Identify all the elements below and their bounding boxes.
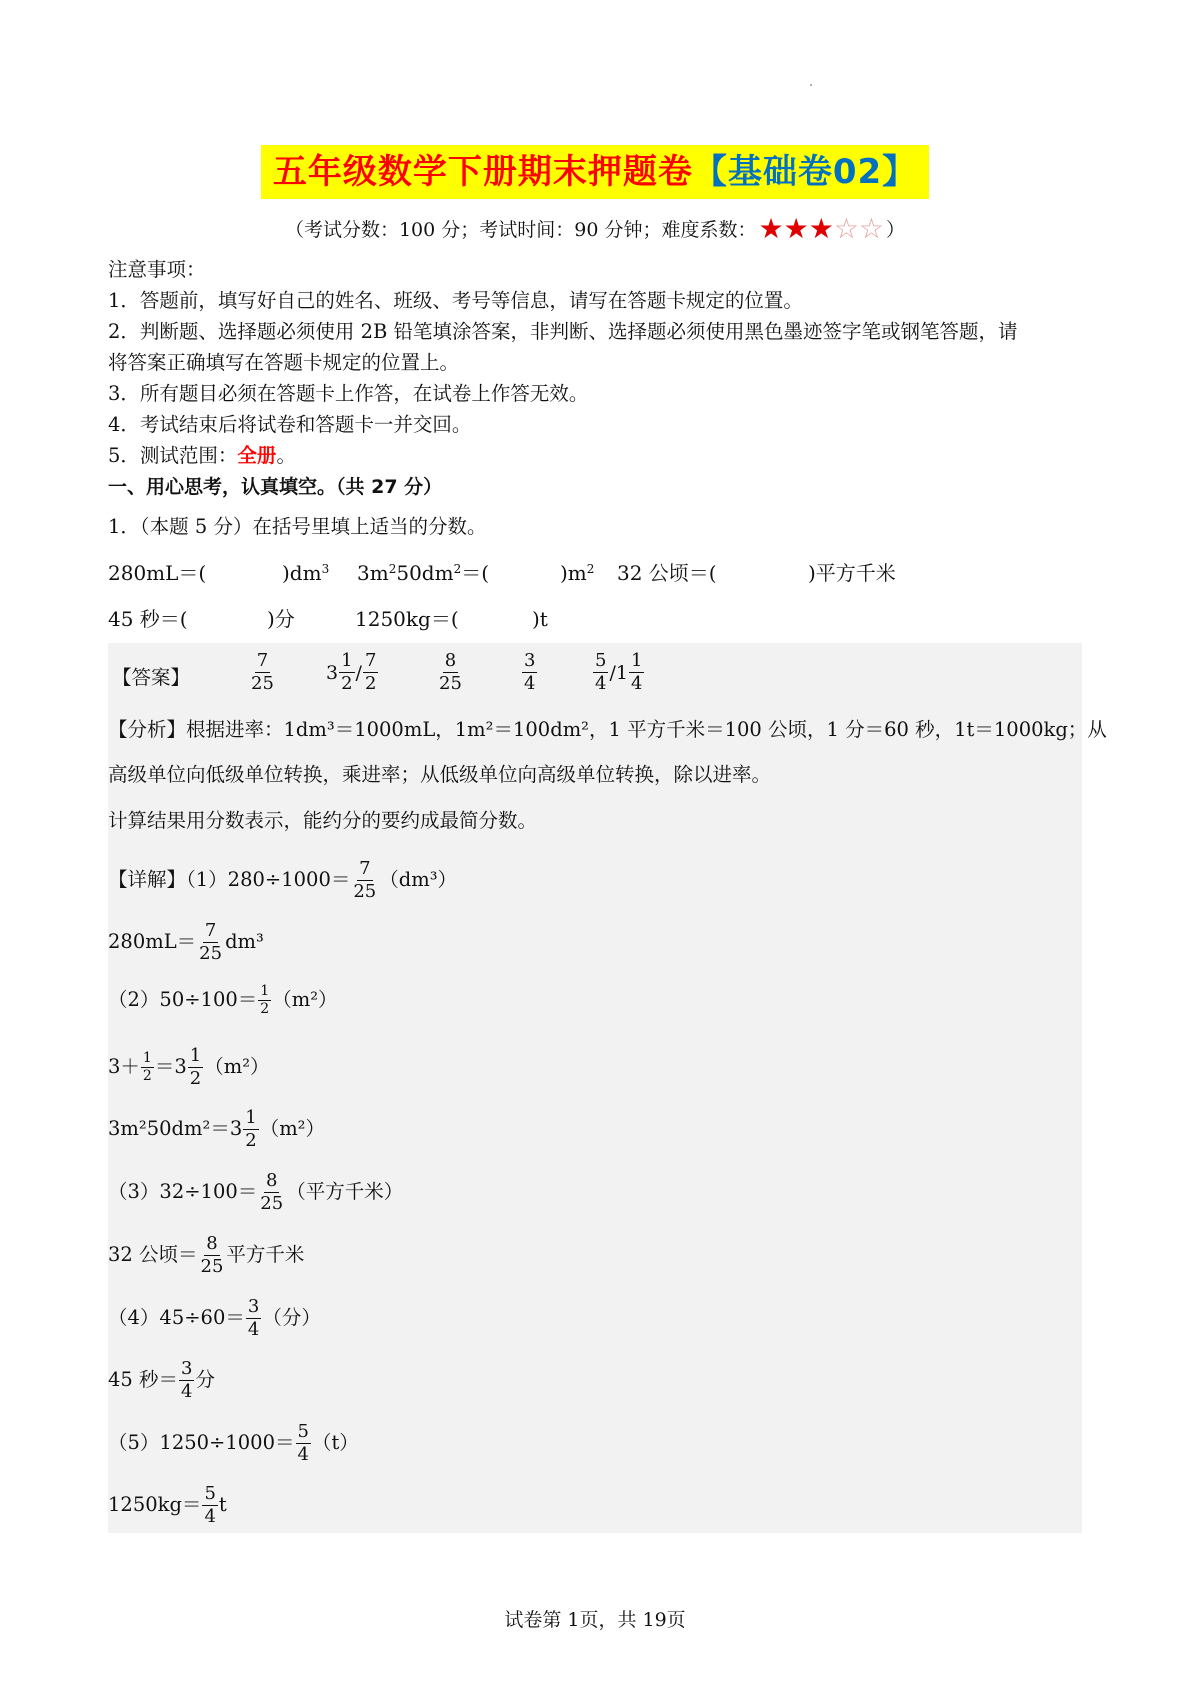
note-1: 1．答题前，填写好自己的姓名、班级、考号等信息，请写在答题卡规定的位置。 bbox=[108, 289, 803, 312]
mixed-number bbox=[326, 650, 379, 695]
fraction bbox=[593, 650, 608, 695]
denominator: 2 bbox=[245, 1130, 257, 1151]
difficulty-stars bbox=[758, 211, 885, 247]
denominator: 4 bbox=[181, 1381, 193, 1402]
exam-info-close: ） bbox=[886, 219, 906, 241]
denominator: 25 bbox=[439, 673, 462, 694]
answer-2 bbox=[326, 650, 379, 695]
step-prefix: 3＋ bbox=[108, 1055, 140, 1078]
separator: /1 bbox=[609, 661, 628, 684]
numerator: 1 bbox=[142, 1050, 152, 1066]
numerator: 5 bbox=[595, 650, 607, 671]
fraction bbox=[339, 650, 354, 695]
blank-1 bbox=[108, 558, 206, 588]
step-unit: （分） bbox=[262, 1306, 321, 1329]
fraction bbox=[243, 1107, 258, 1152]
fraction bbox=[351, 858, 378, 903]
numerator: 7 bbox=[364, 650, 377, 671]
denominator: 4 bbox=[204, 1506, 216, 1527]
analysis-line-3: 计算结果用分数表示，能约分的要约成最简分数。 bbox=[108, 809, 538, 832]
detail-step-4b bbox=[108, 1358, 215, 1403]
denominator: 2 bbox=[260, 1001, 270, 1017]
dot-mark bbox=[810, 84, 812, 86]
numerator: 5 bbox=[297, 1421, 309, 1442]
title-bracket: 【基础卷02】 bbox=[692, 152, 918, 192]
blank-2 bbox=[357, 558, 489, 588]
step-unit: （m²） bbox=[259, 1117, 325, 1140]
denominator: 25 bbox=[200, 1256, 224, 1277]
exam-info bbox=[0, 211, 1190, 247]
denominator: 2 bbox=[364, 673, 377, 694]
blank-2-c: ＝( bbox=[461, 561, 490, 585]
star-empty-icon: ☆ bbox=[858, 211, 885, 245]
numerator: 5 bbox=[204, 1483, 216, 1504]
fraction bbox=[202, 1483, 217, 1528]
exam-info-text: （考试分数：100 分；考试时间：90 分钟；难度系数： bbox=[284, 219, 757, 241]
numerator: 8 bbox=[444, 650, 457, 671]
numerator: 1 bbox=[630, 650, 643, 671]
page-title bbox=[261, 145, 929, 199]
step-unit: dm³ bbox=[225, 930, 264, 953]
detail-step-2b bbox=[108, 1045, 270, 1090]
blank-2-right: )m bbox=[560, 561, 587, 585]
answer-1 bbox=[248, 650, 277, 695]
detail-step-5 bbox=[108, 1421, 359, 1466]
numerator: 7 bbox=[256, 650, 269, 671]
note-2a: 2．判断题、选择题必须使用 2B 铅笔填涂答案，非判断、选择题必须使用黑色墨迹签字笔或钢笔答题，请 bbox=[108, 320, 1018, 343]
detail-step-2 bbox=[108, 983, 338, 1018]
fraction bbox=[363, 650, 378, 695]
denominator: 2 bbox=[341, 673, 353, 694]
step-prefix: 1250kg＝ bbox=[108, 1493, 202, 1516]
blank-4-unit: )分 bbox=[267, 607, 295, 631]
step-prefix: （4）45÷60＝ bbox=[108, 1306, 245, 1329]
step-unit: （平方千米） bbox=[286, 1180, 404, 1203]
numerator: 1 bbox=[260, 983, 270, 999]
fraction bbox=[246, 1296, 261, 1341]
analysis-line-2: 高级单位向低级单位转换，乘进率；从低级单位向高级单位转换，除以进率。 bbox=[108, 763, 772, 786]
step-unit: （t） bbox=[311, 1431, 359, 1454]
star-full-icon: ★ bbox=[783, 211, 809, 245]
denominator: 4 bbox=[247, 1319, 260, 1340]
blank-3: 32 公顷＝( bbox=[617, 561, 717, 585]
blank-2-sup1: 2 bbox=[388, 562, 397, 576]
note-5 bbox=[108, 441, 296, 471]
fraction bbox=[522, 650, 537, 695]
numerator: 3 bbox=[181, 1358, 193, 1379]
title-wrap bbox=[0, 145, 1190, 199]
blank-2-sup3: 2 bbox=[586, 562, 595, 576]
answer-row bbox=[108, 650, 808, 706]
fraction bbox=[179, 1358, 194, 1403]
numerator: 1 bbox=[189, 1045, 202, 1066]
blank-3-unit: )平方千米 bbox=[808, 561, 896, 585]
note-3: 3．所有题目必须在答题卡上作答，在试卷上作答无效。 bbox=[108, 382, 589, 405]
blank-1-sup: 3 bbox=[321, 562, 330, 576]
answer-3 bbox=[436, 650, 465, 695]
mixed-number bbox=[592, 650, 645, 695]
step-prefix: （1）280÷1000＝ bbox=[186, 868, 351, 891]
denominator: 2 bbox=[189, 1068, 202, 1089]
numerator: 8 bbox=[266, 1170, 278, 1191]
blank-1-unit bbox=[282, 558, 329, 588]
numerator: 3 bbox=[524, 650, 536, 671]
numerator: 1 bbox=[245, 1107, 257, 1128]
numerator: 1 bbox=[341, 650, 353, 671]
denominator: 25 bbox=[353, 881, 377, 902]
fraction bbox=[141, 1050, 154, 1085]
answer-label: 【答案】 bbox=[112, 666, 191, 689]
detail-step-2c bbox=[108, 1107, 325, 1152]
fraction bbox=[249, 650, 276, 695]
note-5-suffix: 。 bbox=[276, 444, 296, 467]
blank-1-left: 280mL＝( bbox=[108, 561, 207, 585]
section-heading: 一、用心思考，认真填空。（共 27 分） bbox=[108, 476, 443, 498]
step-prefix: 45 秒＝ bbox=[108, 1368, 179, 1391]
blank-5-unit: )t bbox=[532, 607, 548, 631]
blank-2-sup2: 2 bbox=[453, 562, 462, 576]
denominator: 25 bbox=[199, 943, 223, 964]
fraction bbox=[258, 1170, 285, 1215]
numerator: 3 bbox=[247, 1296, 260, 1317]
detail-step-5b bbox=[108, 1483, 227, 1528]
step-prefix: （3）32÷100＝ bbox=[108, 1180, 258, 1203]
step-prefix: 3m²50dm²＝3 bbox=[108, 1117, 243, 1140]
step-prefix: （5）1250÷1000＝ bbox=[108, 1431, 295, 1454]
answer-5 bbox=[592, 650, 645, 695]
denominator: 2 bbox=[142, 1068, 152, 1084]
step-unit: （dm³） bbox=[379, 868, 458, 891]
detail-step-1b bbox=[108, 920, 264, 965]
star-full-icon: ★ bbox=[808, 211, 834, 245]
denominator: 4 bbox=[524, 673, 536, 694]
answer-4 bbox=[521, 650, 538, 695]
note-5-prefix: 5．测试范围： bbox=[108, 444, 238, 467]
fraction bbox=[437, 650, 464, 695]
detail-label: 【详解】 bbox=[108, 868, 187, 891]
analysis-line-1 bbox=[108, 715, 1107, 745]
blank-4: 45 秒＝( bbox=[108, 607, 188, 631]
step-prefix: 32 公顷＝ bbox=[108, 1243, 198, 1266]
denominator: 4 bbox=[595, 673, 607, 694]
blank-1-right: )dm bbox=[282, 561, 322, 585]
blank-2-a: 3m bbox=[357, 561, 389, 585]
step-mid: ＝3 bbox=[154, 1055, 187, 1078]
detail-step-3b bbox=[108, 1233, 304, 1278]
page-footer: 试卷第 1页，共 19页 bbox=[504, 1609, 686, 1631]
step-unit: 平方千米 bbox=[226, 1243, 305, 1266]
step-unit: （m²） bbox=[272, 988, 338, 1011]
step-prefix: （2）50÷100＝ bbox=[108, 988, 258, 1011]
step-prefix: 280mL＝ bbox=[108, 930, 197, 953]
fraction bbox=[258, 983, 271, 1018]
star-empty-icon: ☆ bbox=[833, 211, 859, 245]
note-4: 4．考试结束后将试卷和答题卡一并交回。 bbox=[108, 413, 472, 436]
fraction bbox=[197, 920, 224, 965]
fraction bbox=[199, 1233, 226, 1278]
blank-5: 1250kg＝( bbox=[355, 607, 459, 631]
detail-step-3 bbox=[108, 1170, 403, 1215]
fraction bbox=[296, 1421, 311, 1466]
separator: / bbox=[355, 661, 362, 684]
note-2b: 将答案正确填写在答题卡规定的位置上。 bbox=[108, 351, 460, 374]
step-unit: t bbox=[218, 1493, 227, 1516]
denominator: 25 bbox=[251, 673, 274, 694]
fraction bbox=[629, 650, 644, 695]
star-full-icon: ★ bbox=[758, 211, 784, 245]
numerator: 8 bbox=[206, 1233, 218, 1254]
blank-2-unit bbox=[560, 558, 594, 588]
question-stem: 1．（本题 5 分）在括号里填上适当的分数。 bbox=[108, 515, 487, 538]
denominator: 4 bbox=[297, 1444, 309, 1465]
detail-step-1 bbox=[108, 858, 457, 903]
denominator: 25 bbox=[260, 1193, 284, 1214]
denominator: 4 bbox=[630, 673, 643, 694]
blank-2-b: 50dm bbox=[396, 561, 454, 585]
step-unit: （m²） bbox=[204, 1055, 270, 1078]
numerator: 7 bbox=[204, 920, 217, 941]
detail-step-4 bbox=[108, 1296, 321, 1341]
fraction bbox=[188, 1045, 203, 1090]
title-main: 五年级数学下册期末押题卷 bbox=[272, 152, 693, 192]
numerator: 7 bbox=[359, 858, 371, 879]
notes-heading: 注意事项： bbox=[108, 258, 206, 281]
test-scope: 全册 bbox=[237, 444, 277, 467]
whole: 3 bbox=[326, 661, 339, 684]
step-unit: 分 bbox=[195, 1368, 215, 1391]
analysis-label: 【分析】 bbox=[108, 718, 187, 741]
analysis-text-1: 根据进率：1dm³＝1000mL，1m²＝100dm²，1 平方千米＝100 公顷，1 分＝60 秒，1t＝1000kg；从 bbox=[186, 718, 1107, 741]
